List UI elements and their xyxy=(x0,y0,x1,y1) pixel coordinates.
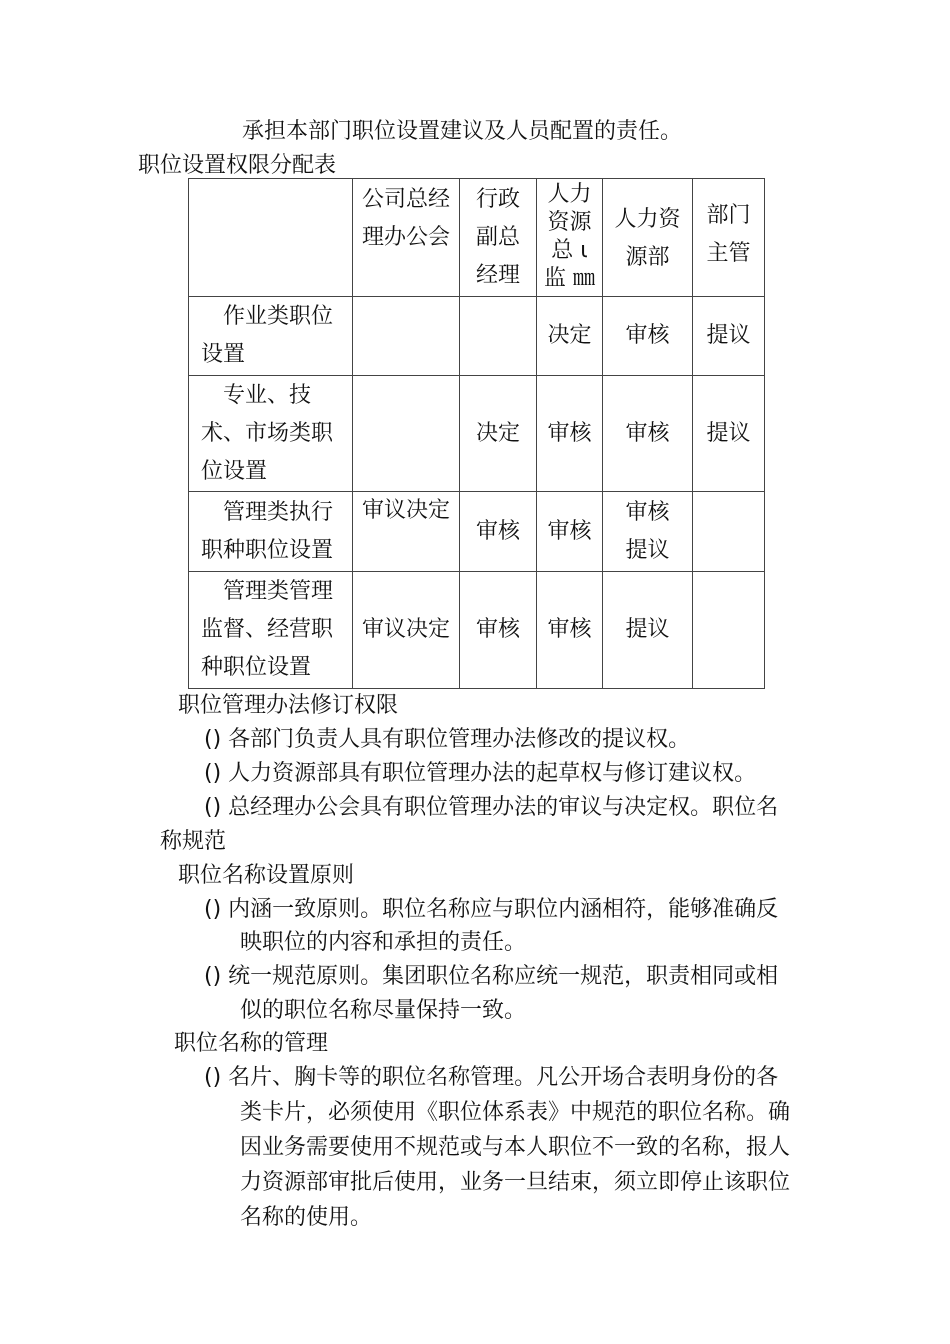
header-text: 人力资 xyxy=(614,207,681,232)
table-row xyxy=(189,572,765,689)
list-item-continuation: 映职位的内容和承担的责任。 xyxy=(240,930,527,955)
list-item: () 统一规范原则。集团职位名称应统一规范，职责相同或相 xyxy=(204,964,779,989)
intro-line: 承担本部门职位设置建议及人员配置的责任。 xyxy=(242,119,683,144)
table-cell: 决定 xyxy=(460,376,537,492)
list-item-continuation: 因业务需要使用不规范或与本人职位不一致的名称，报人 xyxy=(240,1135,791,1160)
table-cell: 审议决定 xyxy=(353,572,460,689)
row-label-text: 专业、技 xyxy=(223,382,312,408)
table-cell: 审核 xyxy=(603,376,693,492)
table-cell: 审核 xyxy=(603,297,693,376)
header-dept-head xyxy=(693,179,765,297)
table-cell: 审核 提议 xyxy=(603,492,693,572)
list-item: () 总经理办公会具有职位管理办法的审议与决定权。职位名 xyxy=(204,795,779,820)
table-cell: 审核 xyxy=(537,376,603,492)
table-cell: 审议决定 xyxy=(353,492,460,572)
row-label-text: 职种职位设置 xyxy=(201,537,334,563)
header-gm-office xyxy=(353,179,460,297)
header-text: 部门 xyxy=(706,203,751,228)
list-item-continuation: 类卡片，必须使用《职位体系表》中规范的职位名称。确 xyxy=(240,1100,791,1125)
table-title: 职位设置权限分配表 xyxy=(138,153,337,178)
table-header-row xyxy=(189,179,765,297)
header-text: 监 ㎜ xyxy=(544,266,595,291)
header-text: 行政 xyxy=(475,187,520,212)
row-label-text: 种职位设置 xyxy=(201,655,312,680)
header-admin-vp xyxy=(460,179,537,297)
table-cell: 决定 xyxy=(537,297,603,376)
permission-table xyxy=(188,178,765,689)
header-hr-dept xyxy=(603,179,693,297)
table-cell: 提议 xyxy=(693,376,765,492)
row-label-text: 管理类执行 xyxy=(223,499,334,525)
table-cell: 审核 xyxy=(537,572,603,689)
header-text: 理办公会 xyxy=(361,225,450,250)
section-heading-revise: 职位管理办法修订权限 xyxy=(178,693,399,718)
header-hr-director xyxy=(537,179,603,297)
section-heading-naming: 称规范 xyxy=(160,829,227,854)
section-heading-principles: 职位名称设置原则 xyxy=(178,863,355,888)
row-label-text: 位设置 xyxy=(201,458,268,484)
list-item-continuation: 力资源部审批后使用，业务一旦结束，须立即停止该职位 xyxy=(240,1170,791,1195)
list-item: () 内涵一致原则。职位名称应与职位内涵相符，能够准确反 xyxy=(204,897,779,922)
table-cell: 审核 xyxy=(460,492,537,572)
header-text: 源部 xyxy=(625,245,670,270)
header-text: 人力 xyxy=(547,182,592,207)
list-item: () 人力资源部具有职位管理办法的起草权与修订建议权。 xyxy=(204,761,757,786)
header-corner-cell xyxy=(189,179,353,297)
table-cell: 审核 xyxy=(537,492,603,572)
table-cell xyxy=(353,376,460,492)
row-label xyxy=(189,572,353,689)
header-text: 资源 xyxy=(547,210,592,235)
row-label xyxy=(189,492,353,572)
table-cell xyxy=(693,572,765,689)
list-item-continuation: 名称的使用。 xyxy=(240,1205,373,1230)
row-label-text: 作业类职位 xyxy=(223,304,334,329)
row-label-text: 管理类管理 xyxy=(223,579,334,604)
section-heading-management: 职位名称的管理 xyxy=(174,1031,329,1056)
table-cell xyxy=(460,297,537,376)
row-label xyxy=(189,297,353,376)
table-cell xyxy=(353,297,460,376)
list-item: () 各部门负责人具有职位管理办法修改的提议权。 xyxy=(204,727,691,752)
table-cell: 审核 xyxy=(460,572,537,689)
header-text: 经理 xyxy=(475,263,520,288)
table-cell: 提议 xyxy=(603,572,693,689)
row-label-text: 术、市场类职 xyxy=(201,420,334,446)
header-text: 总 ι xyxy=(551,238,588,263)
list-item-continuation: 似的职位名称尽量保持一致。 xyxy=(240,998,527,1023)
header-text: 副总 xyxy=(475,225,520,250)
header-text: 主管 xyxy=(706,241,751,266)
row-label xyxy=(189,376,353,492)
table-row xyxy=(189,297,765,376)
table-cell: 提议 xyxy=(693,297,765,376)
table-row xyxy=(189,492,765,572)
table-cell xyxy=(693,492,765,572)
row-label-text: 设置 xyxy=(201,342,246,367)
table-row xyxy=(189,376,765,492)
list-item: () 名片、胸卡等的职位名称管理。凡公开场合表明身份的各 xyxy=(204,1065,779,1090)
row-label-text: 监督、经营职 xyxy=(201,617,334,642)
header-text: 公司总经 xyxy=(361,187,450,212)
